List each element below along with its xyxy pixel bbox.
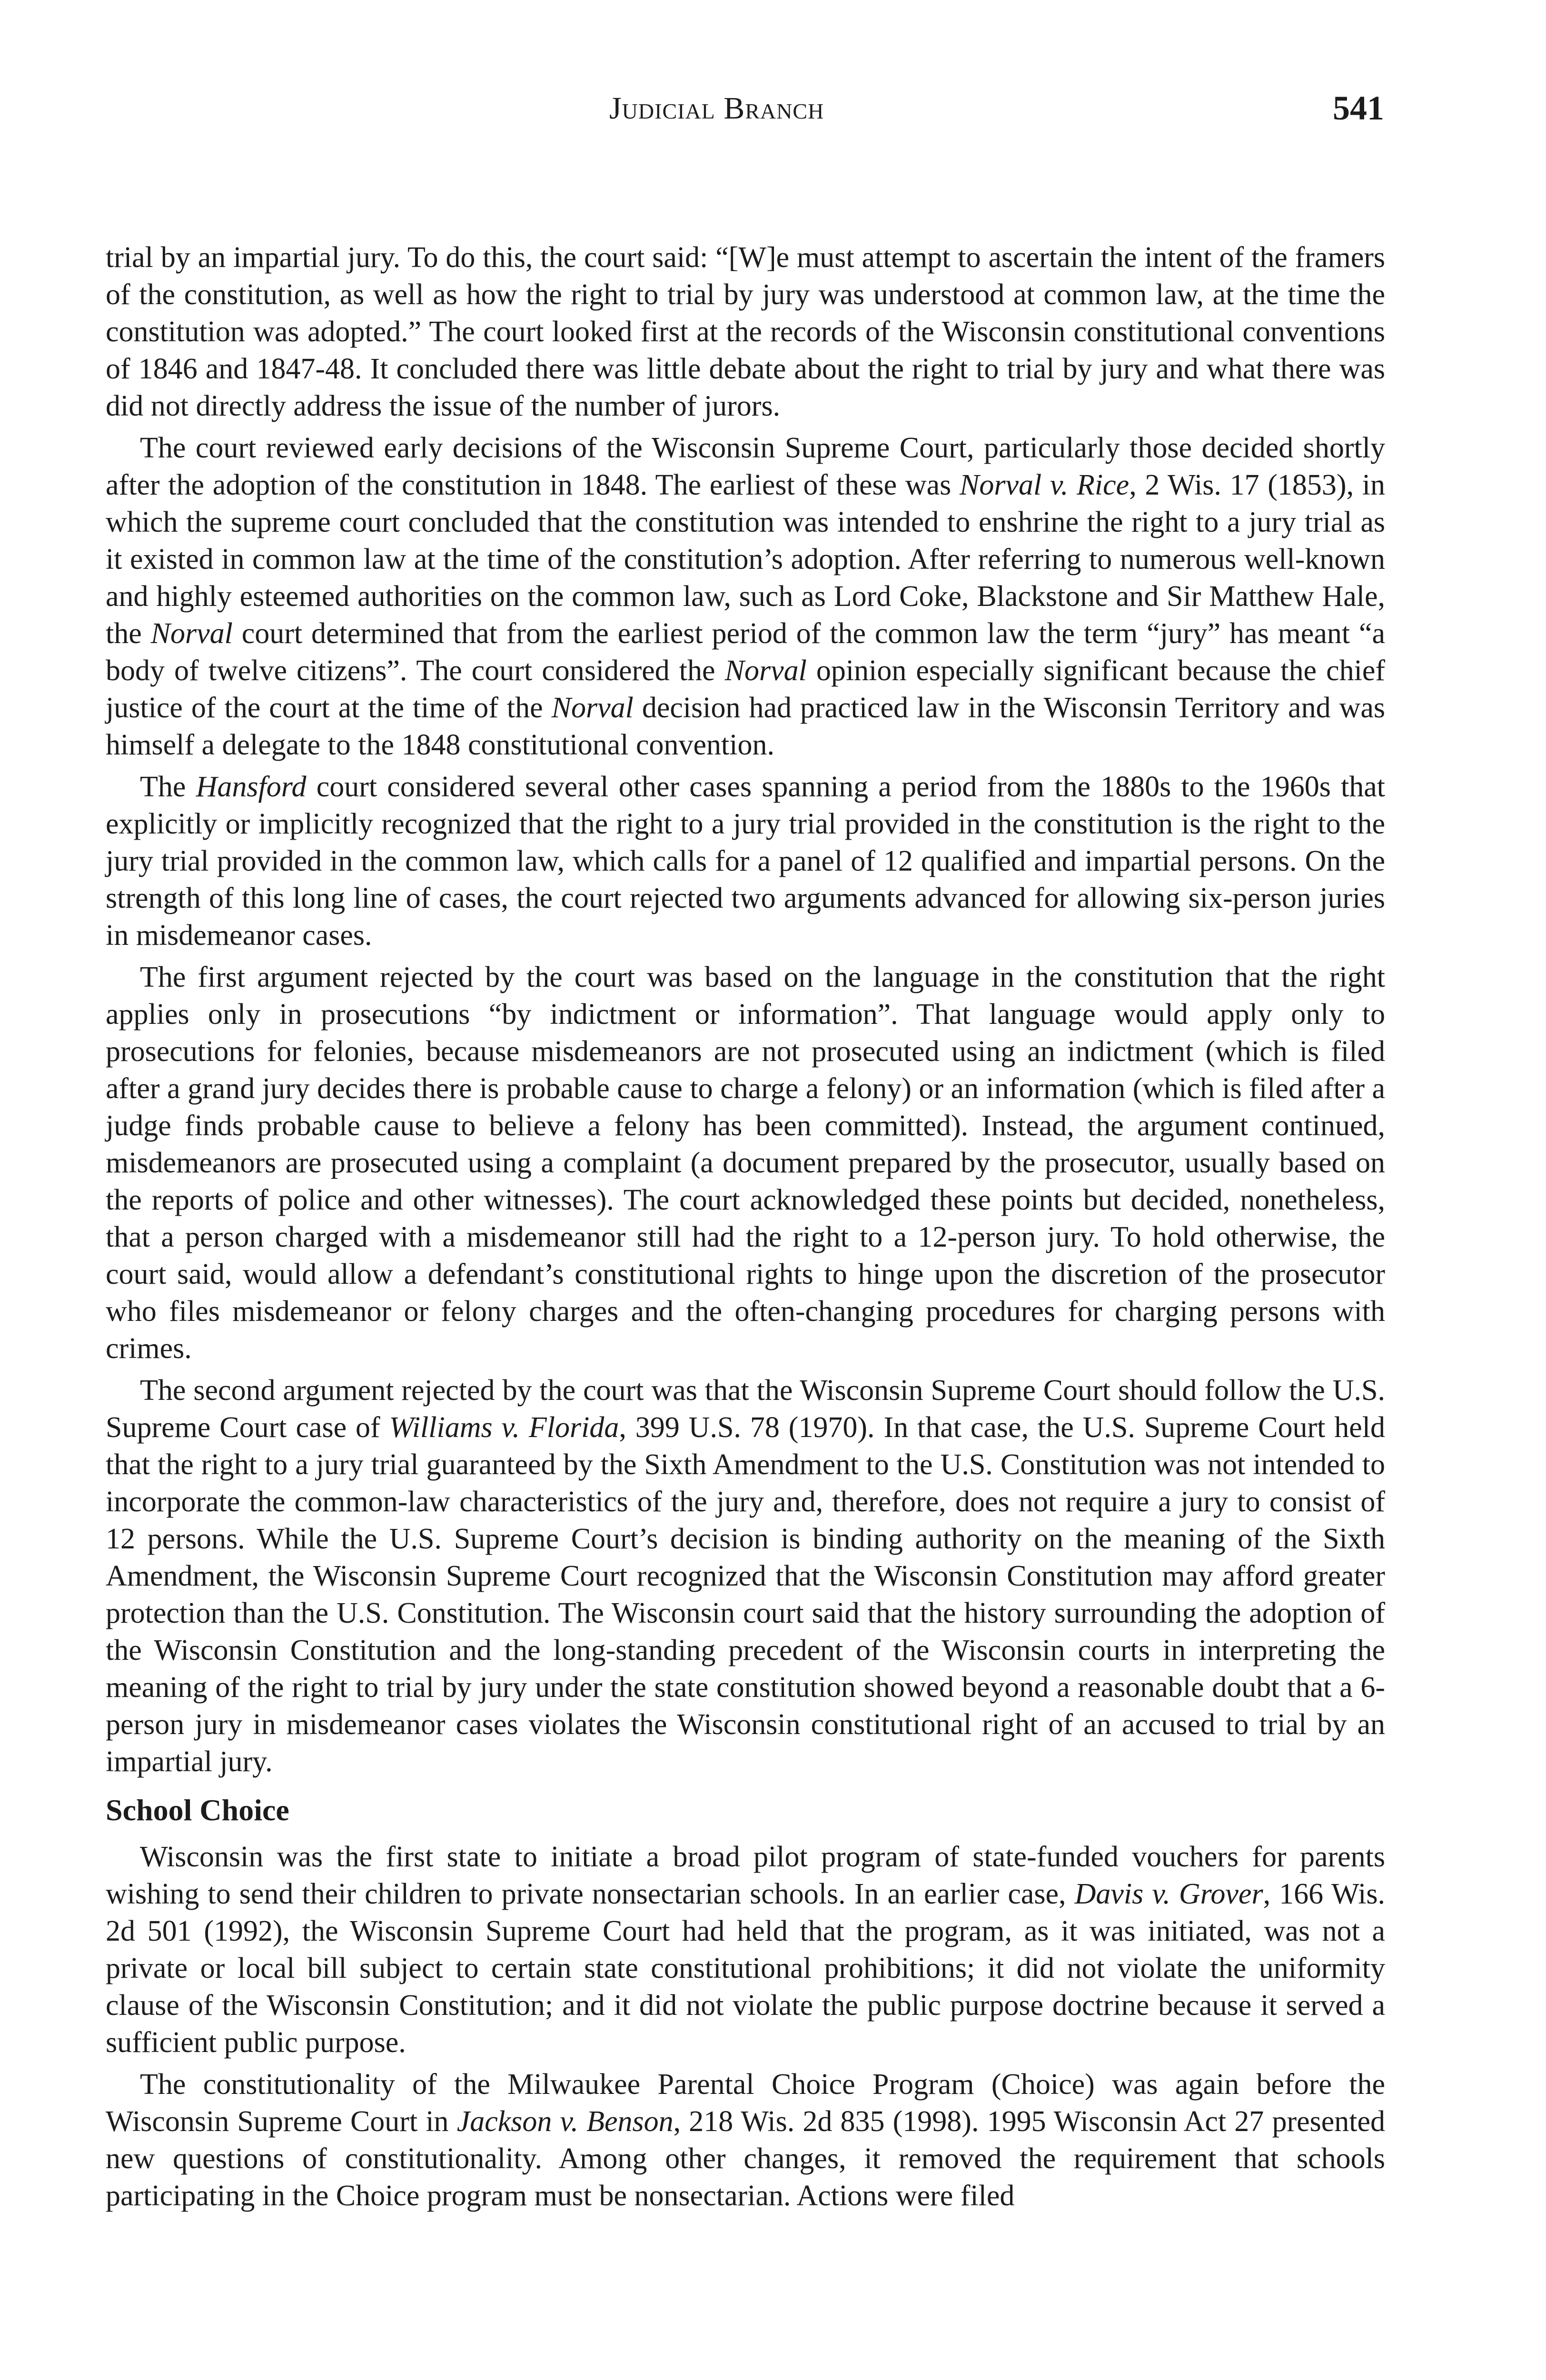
case-name: Hansford xyxy=(196,771,307,803)
running-head: Judicial Branch xyxy=(609,91,824,126)
text-span: court considered several other cases spanning a period from the 1880s to the 1960s that explicitly or implicitly recognized that the right to a jury trial provided in the constitution is the right to the jury trial provided in the common law, which calls for a panel of 12 qualified and impartial persons. On the strength of this long line of cases, the court rejected two arguments advanced for allowing six-person juries in misdemeanor cases. xyxy=(106,771,1385,952)
page-number: 541 xyxy=(1333,89,1384,127)
page-header xyxy=(0,90,1546,138)
case-name: Williams v. Florida xyxy=(389,1411,619,1444)
paragraph-2 xyxy=(106,429,1385,764)
case-name: Davis v. Grover xyxy=(1074,1878,1263,1910)
text-span: The court reviewed early decisions of the Wisconsin Supreme Court, particularly those decided shortly after the adoption of the constitution in 1848. The earliest of these was xyxy=(106,432,1385,501)
text-span: opinion especially significant because the chief justice of the court at the time of the xyxy=(106,654,1386,724)
text-span: , 2 Wis. 17 (1853), in which the supreme court concluded that the constitution was intended to enshrine the right to a jury trial as it existed in common law at the time of the constitution’s adoption. After referring to numerous well-known and highly esteemed authorities on the common law, such as Lord Coke, Blackstone and Sir Matthew Hale, the xyxy=(106,469,1385,650)
case-name: Jackson v. Benson xyxy=(456,2105,674,2138)
case-name: Norval xyxy=(150,617,233,650)
paragraph-4: The first argument rejected by the court was based on the language in the constitution that the right applies only in prosecutions “by indictment or information”. That language would apply only to prosecutions for felonies, because misdemeanors are not prosecuted using an indictment (which is filed after a grand jury decides there is probable cause to charge a felony) or an information (which is filed after a judge finds probable cause to believe a felony has been committed). Instead, the argument continued, misdemeanors are prosecuted using a complaint (a document prepared by the prosecutor, usually based on the reports of police and other witnesses). The court acknowledged these points but decided, nonetheless, that a person charged with a misdemeanor still had the right to a 12-person jury. To hold otherwise, the court said, would allow a defendant’s constitutional rights to hinge upon the discretion of the prosecutor who files misdemeanor or felony charges and the often-changing procedures for charging persons with crimes. xyxy=(106,961,1385,1365)
text-span: , 218 Wis. 2d 835 (1998). 1995 Wisconsin Act 27 presented new questions of constitutionality. Among other changes, it removed the requirement that schools participating in the Choice program must be nonsectarian. Actions were filed xyxy=(106,2105,1386,2212)
text-span: Wisconsin was the first state to initiate a broad pilot program of state-funded vouchers for parents wishing to send their children to private nonsectarian schools. In an earlier case, xyxy=(106,1841,1385,1910)
paragraph-6 xyxy=(106,1838,1385,2061)
text-span: , 166 Wis. 2d 501 (1992), the Wisconsin Supreme Court had held that the program, as it was initiated, was not a private or local bill subject to certain state constitutional prohibitions; it did not violate the uniformity clause of the Wisconsin Constitution; and it did not violate the public purpose doctrine because it served a sufficient public purpose. xyxy=(106,1878,1385,2059)
text-span: The constitutionality of the Milwaukee Parental Choice Program (Choice) was again before the Wisconsin Supreme Court in xyxy=(106,2068,1385,2138)
text-span: , 399 U.S. 78 (1970). In that case, the U.S. Supreme Court held that the right to a jury trial guaranteed by the Sixth Amendment to the U.S. Constitution was not intended to incorporate the common-law characteristics of the jury and, therefore, does not require a jury to consist of 12 persons. While the U.S. Supreme Court’s decision is binding authority on the meaning of the Sixth Amendment, the Wisconsin Supreme Court recognized that the Wisconsin Constitution may afford greater protection than the U.S. Constitution. The Wisconsin court said that the history surrounding the adoption of the Wisconsin Constitution and the long-standing precedent of the Wisconsin courts in interpreting the meaning of the right to trial by jury under the state constitution showed beyond a reasonable doubt that a 6-person jury in misdemeanor cases violates the Wisconsin constitutional right of an accused to trial by an impartial jury. xyxy=(106,1411,1386,1778)
section-heading: School Choice xyxy=(106,1793,289,1827)
case-name: Norval v. Rice xyxy=(960,469,1130,501)
paragraph-3 xyxy=(106,768,1385,954)
text-span: The xyxy=(140,771,196,803)
paragraph-1: trial by an impartial jury. To do this, the court said: “[W]e must attempt to ascertain the intent of the framers of the constitution, as well as how the right to trial by jury was understood at common law, at the time the constitution was adopted.” The court looked first at the records of the Wisconsin constitutional conventions of 1846 and 1847-48. It concluded there was little debate about the right to trial by jury and what there was did not directly address the issue of the number of jurors. xyxy=(106,241,1385,422)
paragraph-5 xyxy=(106,1372,1385,1780)
text-span: decision had practiced law in the Wisconsin Territory and was himself a delegate to the 1848 constitutional convention. xyxy=(106,692,1385,761)
text-span: The second argument rejected by the court was that the Wisconsin Supreme Court should follow the U.S. Supreme Court case of xyxy=(106,1374,1385,1444)
text-span: court determined that from the earliest period of the common law the term “jury” has meant “a body of twelve citizens”. The court considered the xyxy=(106,617,1385,687)
case-name: Norval xyxy=(551,692,634,724)
body-text xyxy=(106,239,1385,2219)
paragraph-7 xyxy=(106,2066,1385,2214)
case-name: Norval xyxy=(724,654,807,687)
